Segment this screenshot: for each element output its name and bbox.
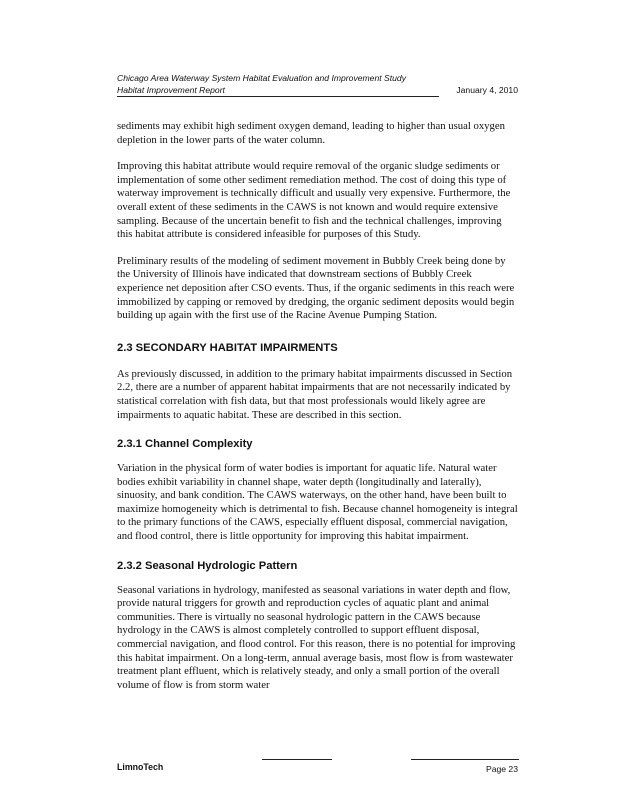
report-date: January 4, 2010 <box>456 85 518 95</box>
report-series-title: Chicago Area Waterway System Habitat Evaluation and Improvement Study <box>117 73 406 83</box>
footer-rule-left <box>262 759 332 760</box>
section-heading-2-3-2: 2.3.2 Seasonal Hydrologic Pattern <box>117 559 298 572</box>
section-heading-2-3-1: 2.3.1 Channel Complexity <box>117 438 253 451</box>
header-rule <box>117 96 439 97</box>
report-title: Habitat Improvement Report <box>117 85 225 95</box>
section-heading-2-3: 2.3 SECONDARY HABITAT IMPAIRMENTS <box>117 341 338 354</box>
paragraph: Preliminary results of the modeling of sediment movement in Bubbly Creek being done by the University of Illinois have indicated that downstream sections of Bubbly Creek experience net deposition after CSO events. Thus, if the organic sediments in this reach were immobilized by capping or removed by dredging, the organic sediment deposits would begin building up again with the first use of the Racine Avenue Pumping Station. <box>117 254 515 322</box>
paragraph: sediments may exhibit high sediment oxygen demand, leading to higher than usual oxygen depletion in the lower parts of the water column. <box>117 120 505 146</box>
footer-company: LimnoTech <box>117 762 164 772</box>
page-number: Page 23 <box>485 764 518 774</box>
paragraph: Seasonal variations in hydrology, manifested as seasonal variations in water depth and flow, provide natural triggers for growth and reproduction cycles of aquatic plant and animal communities. There is virtually no seasonal hydrologic pattern in the CAWS because hydrology in the CAWS is almost completely controlled to support effluent disposal, commercial navigation, and flood control. For this reason, there is no potential for improving this habitat impairment. On a long-term, annual average basis, most flow is from wastewater treatment plant effluent, which is relatively steady, and only a small portion of the overall volume of flow is from storm water <box>117 583 516 691</box>
page-body <box>117 120 519 705</box>
paragraph: Variation in the physical form of water bodies is important for aquatic life. Natural water bodies exhibit variability in channel shape, water depth (longitudinally and laterally), sinuosity, and bank condition. The CAWS waterways, on the other hand, have been built to maximize homogeneity which is detrimental to fish. Because channel homogeneity is integral to the primary functions of the CAWS, especially effluent disposal, commercial navigation, and flood control, there is little opportunity for improving this habitat impairment. <box>117 462 518 543</box>
footer-rule-right <box>411 759 519 760</box>
paragraph: As previously discussed, in addition to the primary habitat impairments discussed in Section 2.2, there are a number of apparent habitat impairments that are not necessarily indicated by statistical correlation with fish data, but that most professionals would likely agree are impairments to aquatic habitat. These are described in this section. <box>117 367 513 421</box>
paragraph: Improving this habitat attribute would require removal of the organic sludge sediments or implementation of some other sediment remediation method. The cost of doing this type of waterway improvement is technically difficult and usually very expensive. Furthermore, the overall extent of these sediments in the CAWS is not known and would require extensive sampling. Because of the uncertain benefit to fish and the technical challenges, improving this habitat attribute is considered infeasible for purposes of this Study. <box>117 160 511 241</box>
page-header <box>117 72 518 96</box>
